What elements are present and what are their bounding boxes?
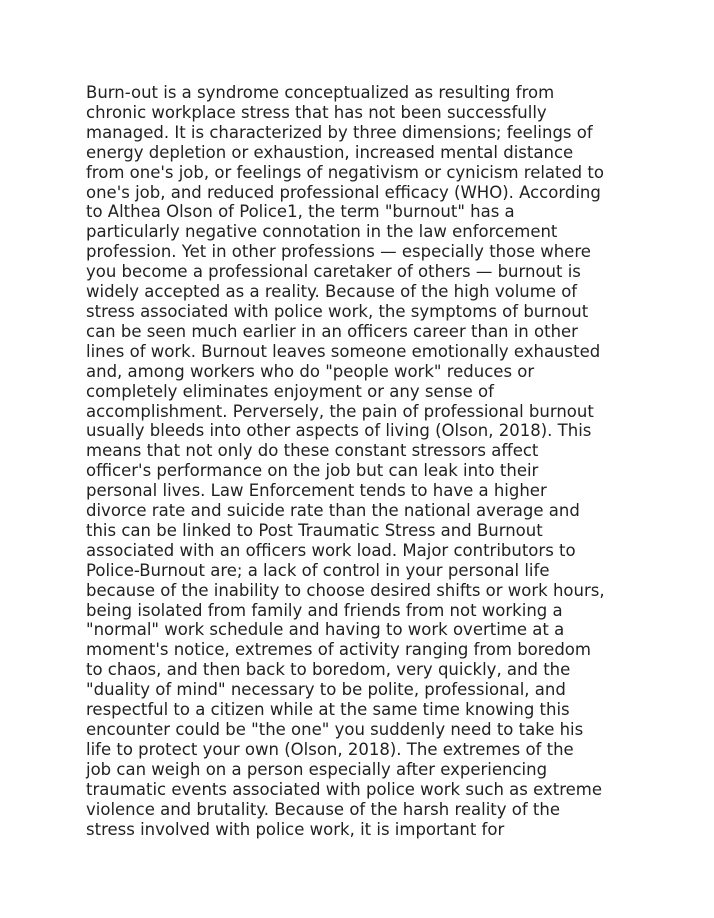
body-paragraph: Burn-out is a syndrome conceptualized as resulting from chronic workplace stress that has not been successfully managed. It is characterized by three dimensions; feelings of energy depletion or exhaustion, increased mental distance from one's job, or feelings of negativism or cynicism related to one's job, and reduced professional efficacy (WHO). According to Althea Olson of Police1, the term "burnout" has a particularly negative connotation in the law enforcement profession. Yet in other professions — especially those where you become a professional caretaker of others — burnout is widely accepted as a reality. Because of the high volume of stress associated with police work, the symptoms of burnout can be seen much earlier in an officers career than in other lines of work. Burnout leaves someone emotionally exhausted and, among workers who do "people work" reduces or completely eliminates enjoyment or any sense of accomplishment. Perversely, the pain of professional burnout usually bleeds into other aspects of living (Olson, 2018). This means that not only do these constant stressors affect officer's performance on the job but can leak into their personal lives. Law Enforcement tends to have a higher divorce rate and suicide rate than the national average and this can be linked to Post Traumatic Stress and Burnout associated with an officers work load. Major contributors to Police-Burnout are; a lack of control in your personal life because of the inability to choose desired shifts or work hours, being isolated from family and friends from not working a "normal" work schedule and having to work overtime at a moment's notice, extremes of activity ranging from boredom to chaos, and then back to boredom, very quickly, and the "duality of mind" necessary to be polite, professional, and respectful to a citizen while at the same time knowing this encounter could be "the one" you suddenly need to take his life to protect your own (Olson, 2018). The extremes of the job can weigh on a person especially after experiencing traumatic events associated with police work such as extreme violence and brutality. Because of the harsh reality of the stress involved with police work, it is important for xyxy=(86,83,605,839)
